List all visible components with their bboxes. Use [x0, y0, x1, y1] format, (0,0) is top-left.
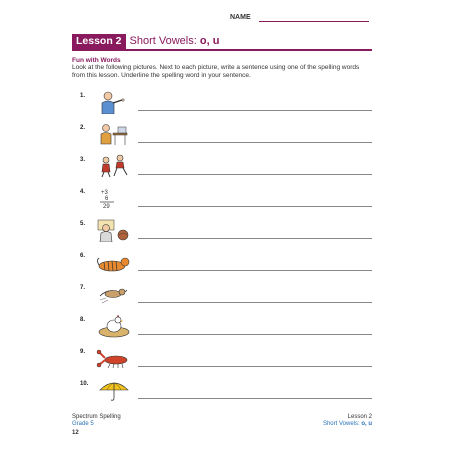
footer-lesson: Lesson 2 — [347, 414, 372, 420]
name-label: NAME — [230, 14, 251, 21]
name-input-line[interactable] — [259, 21, 369, 22]
cat-leaping-icon — [96, 282, 132, 306]
lobster-icon — [96, 346, 132, 370]
tiger-icon — [96, 250, 132, 274]
math-sum-icon — [96, 186, 132, 210]
instructions: Look at the following pictures. Next to each picture, write a sentence using one of the spelling words from this lesson. Underline the spelling word in your sentence. — [72, 64, 360, 79]
exercise-item-7 — [70, 282, 372, 306]
answer-line[interactable] — [138, 110, 372, 111]
answer-line[interactable] — [138, 206, 372, 207]
exercise-item-2 — [70, 122, 372, 146]
item-number: 1. — [80, 93, 86, 99]
exercise-item-8 — [70, 314, 372, 338]
answer-line[interactable] — [138, 238, 372, 239]
footer-series: Spectrum Spelling — [72, 414, 121, 420]
lesson-title-vowels: o, u — [199, 35, 220, 47]
item-number: 4. — [80, 189, 86, 195]
math-line-1: +3 — [101, 190, 108, 196]
exercise-item-5 — [70, 218, 372, 242]
person-at-desk-icon — [96, 122, 132, 146]
math-line-3: 29 — [103, 204, 110, 210]
item-number: 3. — [80, 157, 86, 163]
footer-right — [323, 414, 372, 428]
footer-topic-text: Short Vowels: — [322, 421, 362, 427]
kids-playing-icon — [96, 154, 132, 178]
person-pointing-icon — [96, 90, 132, 114]
footer-left — [72, 414, 121, 437]
chicken-in-nest-icon — [96, 314, 132, 338]
lesson-title — [130, 35, 220, 47]
answer-line[interactable] — [138, 398, 372, 399]
exercise-item-10 — [70, 378, 372, 402]
item-number: 2. — [80, 125, 86, 131]
page-number: 12 — [72, 430, 79, 436]
item-number: 7. — [80, 285, 86, 291]
umbrella-icon — [96, 378, 132, 402]
lesson-badge: Lesson 2 — [72, 34, 126, 49]
footer-topic — [323, 421, 372, 428]
exercise-item-1 — [70, 90, 372, 114]
footer-topic-vowels: o, u — [361, 421, 372, 427]
teacher-with-globe-icon — [96, 218, 132, 242]
header-rule — [72, 49, 372, 51]
exercise-item-4 — [70, 186, 372, 210]
item-number: 10. — [80, 381, 89, 387]
exercise-item-6 — [70, 250, 372, 274]
answer-line[interactable] — [138, 366, 372, 367]
item-number: 9. — [80, 349, 86, 355]
exercise-item-9 — [70, 346, 372, 370]
item-number: 8. — [80, 317, 86, 323]
footer-grade: Grade 5 — [72, 421, 94, 427]
item-number: 5. — [80, 221, 86, 227]
answer-line[interactable] — [138, 174, 372, 175]
answer-line[interactable] — [138, 334, 372, 335]
math-line-2: 6 — [105, 196, 109, 202]
exercise-item-3 — [70, 154, 372, 178]
answer-line[interactable] — [138, 270, 372, 271]
section-title: Fun with Words — [72, 57, 121, 64]
lesson-header — [72, 33, 372, 49]
answer-line[interactable] — [138, 302, 372, 303]
item-number: 6. — [80, 253, 86, 259]
lesson-title-text: Short Vowels: — [129, 35, 200, 47]
answer-line[interactable] — [138, 142, 372, 143]
